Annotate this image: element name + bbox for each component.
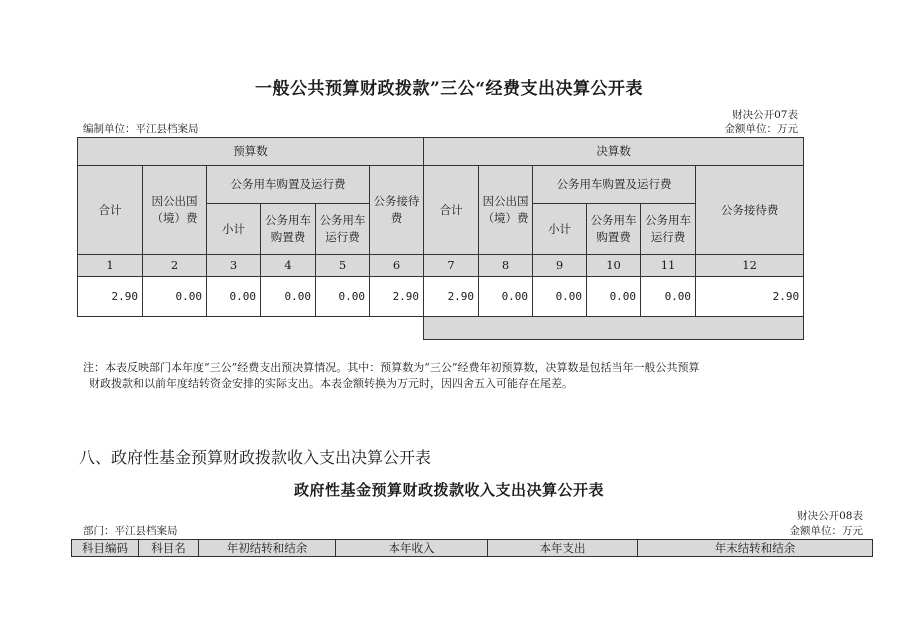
header-subtotal: 小计 <box>207 204 261 255</box>
value-cell: 0.00 <box>587 277 641 317</box>
column-header: 科目名 <box>139 540 199 557</box>
empty-area <box>78 317 424 340</box>
header-final: 决算数 <box>424 138 804 166</box>
col-index: 9 <box>533 255 587 277</box>
table-title: 一般公共预算财政拨款”三公“经费支出决算公开表 <box>254 79 644 99</box>
col-index: 5 <box>316 255 370 277</box>
header-purchase: 公务用车购置费 <box>587 204 641 255</box>
header-budget: 预算数 <box>78 138 424 166</box>
table-note <box>83 360 803 392</box>
value-cell: 2.90 <box>424 277 479 317</box>
value-cell: 2.90 <box>78 277 143 317</box>
header-total: 合计 <box>424 166 479 255</box>
col-index: 8 <box>479 255 533 277</box>
value-cell: 0.00 <box>479 277 533 317</box>
shaded-row <box>424 317 804 340</box>
compiling-unit: 编制单位：平江县档案局 <box>83 123 199 135</box>
value-cell: 0.00 <box>207 277 261 317</box>
column-header: 本年支出 <box>488 540 638 557</box>
col-index: 1 <box>78 255 143 277</box>
col-index: 3 <box>207 255 261 277</box>
value-cell: 2.90 <box>696 277 804 317</box>
value-cell: 0.00 <box>316 277 370 317</box>
note-line: 注：本表反映部门本年度“三公”经费支出预决算情况。其中：预算数为“三公”经费年初预算数，决算数是包括当年一般公共预算 <box>83 361 700 374</box>
gov-fund-table <box>71 539 873 557</box>
form-code: 财决公开08表 <box>797 510 863 522</box>
col-index: 6 <box>370 255 424 277</box>
header-vehicle: 公务用车购置及运行费 <box>207 166 370 204</box>
col-index: 2 <box>143 255 207 277</box>
form-code: 财决公开07表 <box>732 109 798 121</box>
department: 部门：平江县档案局 <box>83 525 178 537</box>
header-purchase: 公务用车购置费 <box>261 204 316 255</box>
col-index: 4 <box>261 255 316 277</box>
value-cell: 0.00 <box>261 277 316 317</box>
column-header: 科目编码 <box>72 540 139 557</box>
header-reception: 公务接待费 <box>696 166 804 255</box>
col-index: 10 <box>587 255 641 277</box>
header-abroad: 因公出国（境）费 <box>143 166 207 255</box>
three-public-expenses-table <box>77 137 804 340</box>
value-cell: 0.00 <box>641 277 696 317</box>
header-operation: 公务用车运行费 <box>641 204 696 255</box>
value-cell: 2.90 <box>370 277 424 317</box>
table-title: 政府性基金预算财政拨款收入支出决算公开表 <box>293 481 604 499</box>
col-index: 11 <box>641 255 696 277</box>
header-subtotal: 小计 <box>533 204 587 255</box>
col-index: 7 <box>424 255 479 277</box>
col-index: 12 <box>696 255 804 277</box>
value-cell: 0.00 <box>143 277 207 317</box>
amount-unit: 金额单位：万元 <box>724 123 798 135</box>
header-vehicle: 公务用车购置及运行费 <box>533 166 696 204</box>
header-operation: 公务用车运行费 <box>316 204 370 255</box>
value-cell: 0.00 <box>533 277 587 317</box>
amount-unit: 金额单位：万元 <box>789 525 863 537</box>
note-line: 财政拨款和以前年度结转资金安排的实际支出。本表金额转换为万元时，因四舍五入可能存在尾差。 <box>89 377 573 390</box>
column-header: 年末结转和结余 <box>638 540 873 557</box>
header-abroad: 因公出国（境）费 <box>479 166 533 255</box>
section-heading: 八、政府性基金预算财政拨款收入支出决算公开表 <box>79 448 432 467</box>
header-reception: 公务接待费 <box>370 166 424 255</box>
column-header: 本年收入 <box>336 540 488 557</box>
column-header: 年初结转和结余 <box>199 540 336 557</box>
header-total: 合计 <box>78 166 143 255</box>
